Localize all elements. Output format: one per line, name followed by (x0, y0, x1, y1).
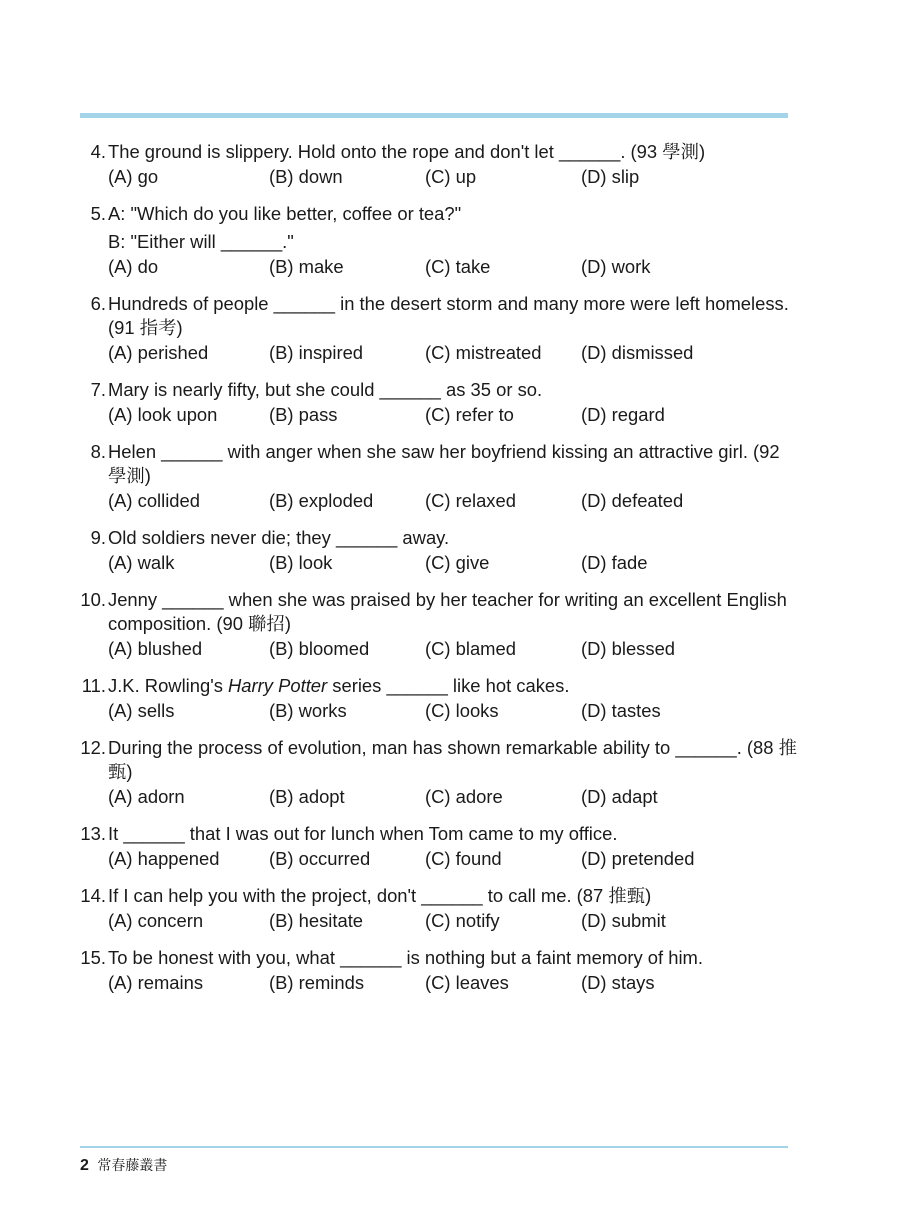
question-text: B: "Either will ______." (108, 231, 294, 252)
answer-options (108, 908, 838, 933)
question-number: 13. (80, 823, 106, 844)
question-number: 15. (80, 947, 106, 968)
answer-option: (D) dismissed (581, 342, 694, 363)
answer-option: (D) slip (581, 166, 640, 187)
question-item (78, 202, 838, 279)
answer-option: (C) mistreated (425, 342, 542, 363)
question-item (78, 140, 838, 189)
answer-options (108, 164, 838, 189)
question-item (78, 588, 838, 661)
question-text: If I can help you with the project, don't ______ to call me. (87 推甄) (108, 885, 652, 906)
question-text-line (108, 736, 838, 760)
answer-option: (A) happened (108, 848, 220, 869)
answer-option: (C) relaxed (425, 490, 516, 511)
question-text-line (108, 230, 838, 254)
answer-option: (A) go (108, 166, 159, 187)
answer-options (108, 254, 838, 279)
question-item (78, 674, 838, 723)
answer-option: (D) work (581, 256, 651, 277)
question-list (78, 140, 838, 1008)
answer-option: (C) take (425, 256, 491, 277)
answer-options (108, 784, 838, 809)
answer-option: (C) notify (425, 910, 500, 931)
answer-option: (B) exploded (269, 490, 374, 511)
question-text-line (108, 464, 838, 488)
question-number: 11. (81, 675, 106, 696)
question-text-line (108, 140, 838, 164)
question-text: To be honest with you, what ______ is nothing but a faint memory of him. (108, 947, 703, 968)
question-text-line (108, 822, 838, 846)
answer-option: (B) bloomed (269, 638, 370, 659)
answer-option: (D) pretended (581, 848, 695, 869)
answer-option: (A) do (108, 256, 159, 277)
question-number: 8. (90, 441, 106, 462)
question-text: Hundreds of people ______ in the desert storm and many more were left homeless. (108, 293, 789, 314)
answer-option: (A) perished (108, 342, 209, 363)
answer-option: (A) blushed (108, 638, 203, 659)
question-text: Jenny ______ when she was praised by her teacher for writing an excellent English (108, 589, 787, 610)
series-title: 常春藤叢書 (97, 1157, 168, 1173)
question-number: 14. (80, 885, 106, 906)
question-item (78, 946, 838, 995)
question-text-line (108, 292, 838, 316)
question-text-line (108, 440, 838, 464)
question-text: composition. (90 聯招) (108, 613, 291, 634)
question-item (78, 378, 838, 427)
answer-option: (C) found (425, 848, 502, 869)
answer-option: (B) reminds (269, 972, 365, 993)
header-rule (80, 113, 788, 118)
answer-option: (B) pass (269, 404, 338, 425)
answer-options (108, 488, 838, 513)
answer-options (108, 340, 838, 365)
answer-option: (C) leaves (425, 972, 509, 993)
question-text-line (108, 316, 838, 340)
answer-option: (B) adopt (269, 786, 345, 807)
question-text-line (108, 612, 838, 636)
question-number: 7. (90, 379, 106, 400)
question-text: Old soldiers never die; they ______ away. (108, 527, 450, 548)
answer-option: (D) tastes (581, 700, 661, 721)
answer-option: (D) fade (581, 552, 648, 573)
answer-option: (A) collided (108, 490, 200, 511)
answer-option: (B) works (269, 700, 347, 721)
question-text: Helen ______ with anger when she saw her boyfriend kissing an attractive girl. (92 (108, 441, 780, 462)
answer-options (108, 846, 838, 871)
question-number: 12. (80, 737, 106, 758)
question-item (78, 822, 838, 871)
answer-option: (C) adore (425, 786, 503, 807)
answer-option: (D) defeated (581, 490, 684, 511)
answer-option: (A) remains (108, 972, 204, 993)
answer-options (108, 698, 838, 723)
answer-option: (A) look upon (108, 404, 218, 425)
answer-option: (C) refer to (425, 404, 514, 425)
answer-option: (D) submit (581, 910, 666, 931)
answer-option: (A) sells (108, 700, 175, 721)
page-footer (80, 1155, 167, 1176)
answer-option: (D) stays (581, 972, 655, 993)
question-item (78, 884, 838, 933)
question-item (78, 736, 838, 809)
answer-option: (B) inspired (269, 342, 364, 363)
answer-options (108, 402, 838, 427)
question-text: During the process of evolution, man has shown remarkable ability to ______. (88 推 (108, 737, 798, 758)
question-text: It ______ that I was out for lunch when Tom came to my office. (108, 823, 618, 844)
question-text: (91 指考) (108, 317, 183, 338)
question-item (78, 440, 838, 513)
question-number: 10. (80, 589, 106, 610)
question-item (78, 292, 838, 365)
question-text: Mary is nearly fifty, but she could ______ as 35 or so. (108, 379, 543, 400)
answer-option: (D) adapt (581, 786, 658, 807)
answer-options (108, 970, 838, 995)
footer-rule (80, 1146, 788, 1148)
answer-option: (D) regard (581, 404, 665, 425)
question-text: 甄) (108, 761, 133, 782)
question-text: 學測) (108, 465, 151, 486)
question-text-line (108, 378, 838, 402)
question-item (78, 526, 838, 575)
question-text: series ______ like hot cakes. (327, 675, 570, 696)
question-text: The ground is slippery. Hold onto the rope and don't let ______. (93 學測) (108, 141, 706, 162)
answer-option: (C) looks (425, 700, 499, 721)
question-text: A: "Which do you like better, coffee or tea?" (108, 203, 462, 224)
answer-options (108, 550, 838, 575)
answer-option: (A) adorn (108, 786, 185, 807)
question-text-line (108, 946, 838, 970)
answer-option: (B) hesitate (269, 910, 364, 931)
answer-option: (C) blamed (425, 638, 516, 659)
question-number: 9. (90, 527, 106, 548)
answer-option: (D) blessed (581, 638, 676, 659)
answer-option: (B) down (269, 166, 343, 187)
answer-option: (B) look (269, 552, 333, 573)
question-number: 5. (90, 203, 106, 224)
question-text-line (108, 884, 838, 908)
italic-title-text: Harry Potter (228, 675, 328, 696)
page-number: 2 (80, 1157, 89, 1174)
question-number: 6. (90, 293, 106, 314)
question-text-line (108, 526, 838, 550)
answer-option: (A) concern (108, 910, 204, 931)
answer-options (108, 636, 838, 661)
answer-option: (C) up (425, 166, 477, 187)
answer-option: (B) make (269, 256, 344, 277)
question-text: J.K. Rowling's (108, 675, 229, 696)
question-text-line (108, 674, 838, 698)
question-text-line (108, 202, 838, 226)
question-number: 4. (90, 141, 106, 162)
question-text-line (108, 588, 838, 612)
answer-option: (B) occurred (269, 848, 371, 869)
answer-option: (C) give (425, 552, 490, 573)
answer-option: (A) walk (108, 552, 175, 573)
question-text-line (108, 760, 838, 784)
